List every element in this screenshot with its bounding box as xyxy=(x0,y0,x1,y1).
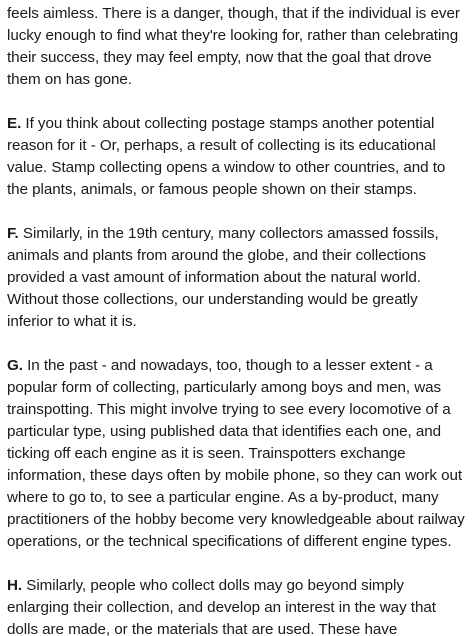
paragraph-h xyxy=(7,575,467,636)
paragraph-g xyxy=(7,355,467,553)
paragraph-text: If you think about collecting postage stamps another potential reason for it - Or, perhaps, a result of collecting is its educational value. Stamp collecting opens a window to other countries, and to the plants, animals, or famous people shown on their stamps. xyxy=(7,115,446,198)
paragraph-e xyxy=(7,113,467,201)
paragraph-label: F. xyxy=(7,225,19,242)
paragraph-label: E. xyxy=(7,115,22,132)
paragraph-text: Similarly, people who collect dolls may go beyond simply enlarging their collection, and develop an interest in the way that dolls are made, or the materials that are used. These have xyxy=(7,577,436,636)
paragraph-continuation xyxy=(7,3,467,91)
paragraph-f xyxy=(7,223,467,333)
paragraph-label: H. xyxy=(7,577,23,594)
paragraph-text: feels aimless. There is a danger, though, that if the individual is ever lucky enough to find what they're looking for, rather than celebrating their success, they may feel empty, now that the goal that drove them on has gone. xyxy=(7,5,460,88)
paragraph-text: Similarly, in the 19th century, many collectors amassed fossils, animals and plants from around the globe, and their collections provided a vast amount of information about the natural world. Without those collections, our understanding would be greatly inferior to what it is. xyxy=(7,225,439,330)
paragraph-text: In the past - and nowadays, too, though to a lesser extent - a popular form of collecting, particularly among boys and men, was trainspotting. This might involve trying to see every locomotive of a particular type, using published data that identifies each one, and ticking off each engine as it is seen. Trainspotters exchange information, these days often by mobile phone, so they can work out where to go to, to see a particular engine. As a by-product, many practitioners of the hobby become very knowledgeable about railway operations, or the technical specifications of different engine types. xyxy=(7,357,465,550)
paragraph-label: G. xyxy=(7,357,23,374)
